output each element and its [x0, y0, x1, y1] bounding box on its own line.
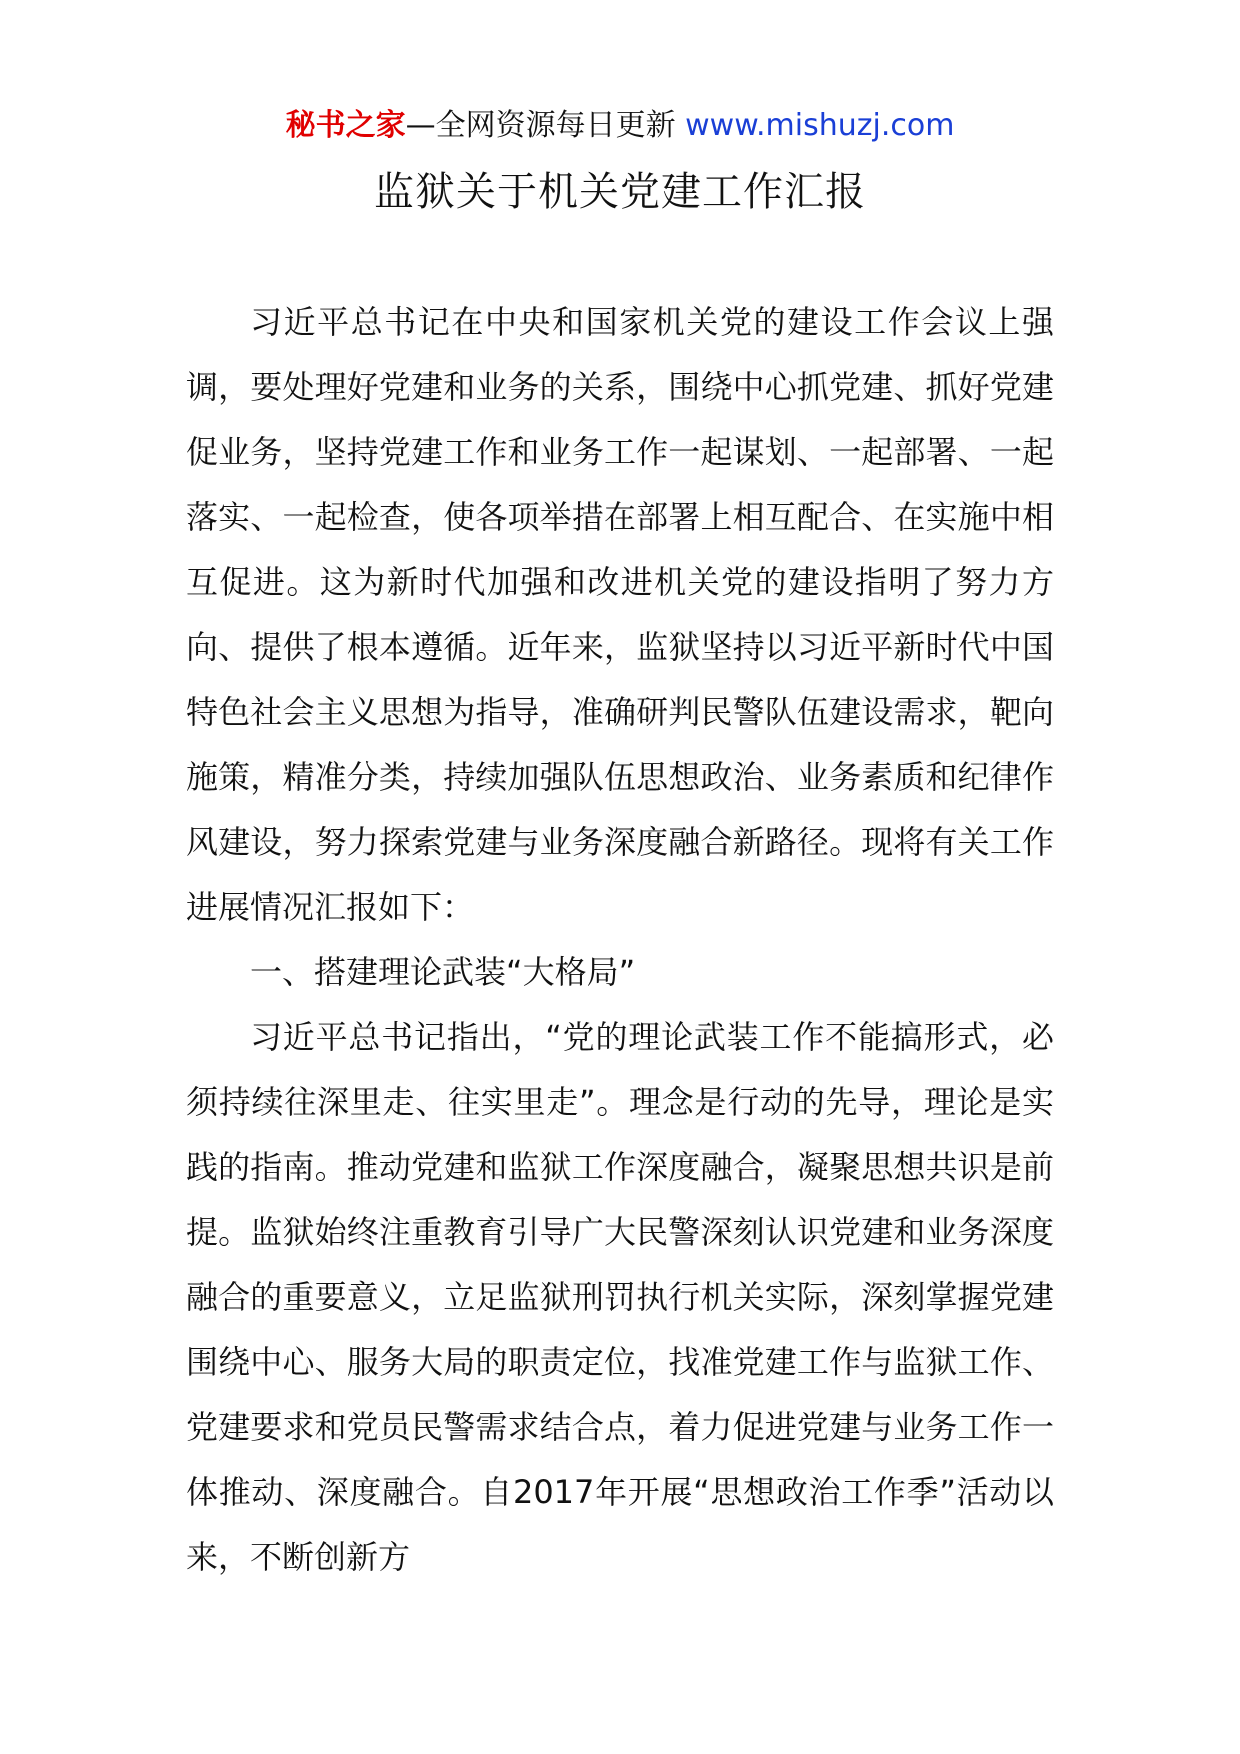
brand-name: 秘书之家 [285, 108, 406, 143]
section-paragraph: 习近平总书记指出，“党的理论武装工作不能搞形式，必须持续往深里走、往实里走”。理念是行动的先导，理论是实践的指南。推动党建和监狱工作深度融合，凝聚思想共识是前提。监狱始终注重教育引导广大民警深刻认识党建和业务深度融合的重要意义，立足监狱刑罚执行机关实际，深刻掌握党建围绕中心、服务大局的职责定位，找准党建工作与监狱工作、党建要求和党员民警需求结合点，着力促进党建与业务工作一体推动、深度融合。自2017年开展“思想政治工作季”活动以来，不断创新方 [186, 1018, 1054, 1576]
site-header [0, 96, 1240, 156]
site-url-link[interactable]: www.mishuzj.com [685, 108, 955, 143]
intro-paragraph: 习近平总书记在中央和国家机关党的建设工作会议上强调，要处理好党建和业务的关系，围绕中心抓党建、抓好党建促业务，坚持党建工作和业务工作一起谋划、一起部署、一起落实、一起检查，使各项举措在部署上相互配合、在实施中相互促进。这为新时代加强和改进机关党的建设指明了努力方向、提供了根本遵循。近年来，监狱坚持以习近平新时代中国特色社会主义思想为指导，准确研判民警队伍建设需求，靶向施策，精准分类，持续加强队伍思想政治、业务素质和纪律作风建设，努力探索党建与业务深度融合新路径。现将有关工作进展情况汇报如下： [186, 303, 1054, 926]
header-tagline: —全网资源每日更新 [405, 108, 676, 143]
document-title: 监狱关于机关党建工作汇报 [374, 169, 866, 215]
document-body [186, 290, 1054, 1590]
section-heading: 一、搭建理论武装“大格局” [250, 953, 636, 991]
